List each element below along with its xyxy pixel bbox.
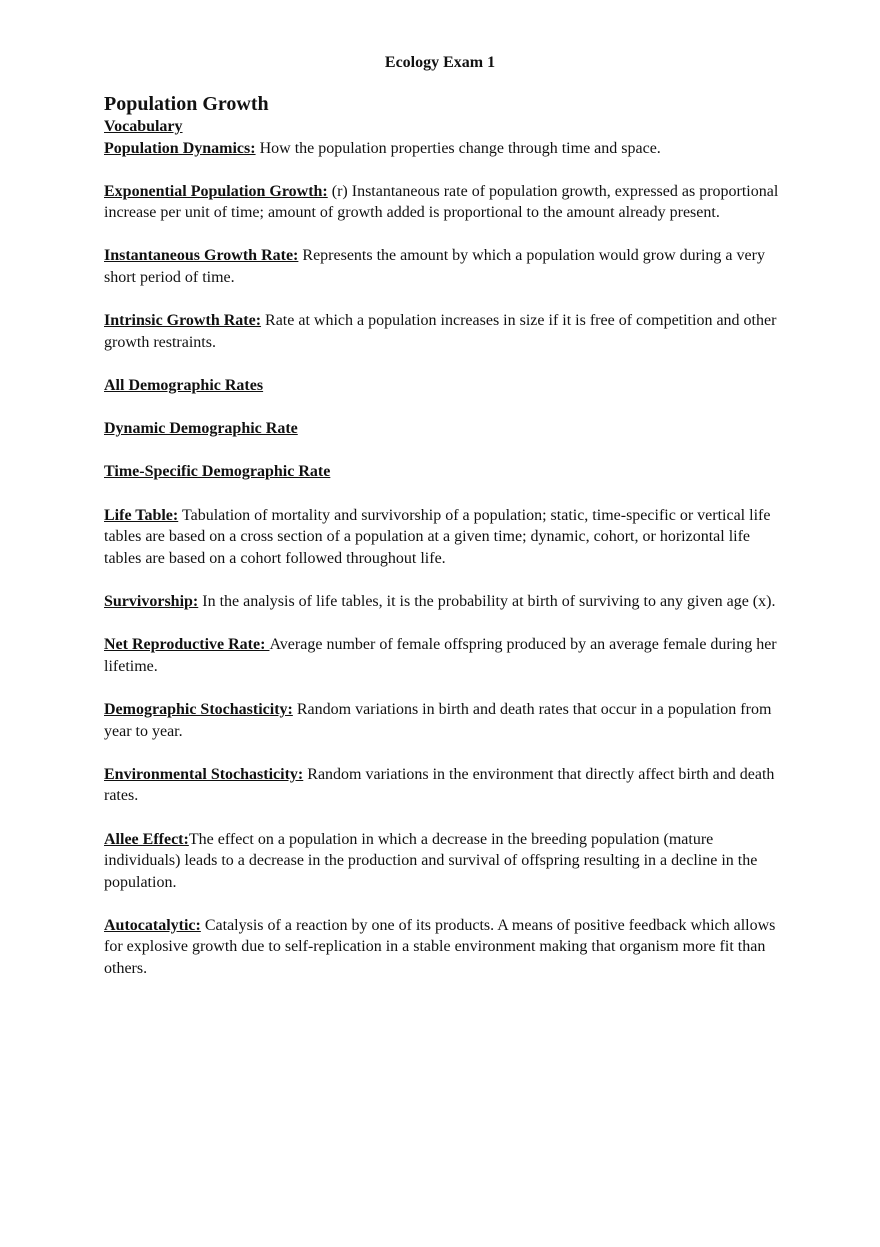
vocab-definition: How the population properties change through time and space. [255,139,661,157]
vocab-entry-intrinsic-growth-rate [104,310,784,353]
vocab-entry-autocatalytic [104,915,784,980]
vocab-term: Dynamic Demographic Rate [104,420,298,438]
subsection-title: Vocabulary [104,118,183,135]
vocab-term: Intrinsic Growth Rate: [104,312,262,330]
vocab-term: All Demographic Rates [104,377,264,395]
vocab-definition: In the analysis of life tables, it is the probability at birth of surviving to any given age (x). [198,592,776,610]
vocab-entry-allee-effect [104,829,784,894]
document-page [104,52,784,1001]
vocab-definition: Tabulation of mortality and survivorship of a population; static, time-specific or vertical life tables are based on a cross section of a population at a given time; dynamic, cohort, or horizontal life tables are based on a cohort followed throughout life. [104,506,771,567]
vocab-definition: Random variations in the environment that directly affect birth and death rates. [104,765,775,805]
vocab-term: Autocatalytic: [104,916,201,934]
vocab-entry-instantaneous-growth-rate [104,245,784,288]
vocab-definition: Rate at which a population increases in size if it is free of competition and other growth restraints. [104,312,777,351]
vocab-entry-demographic-stochasticity [104,699,784,742]
document-title: Ecology Exam 1 [384,54,496,71]
vocab-definition: Average number of female offspring produced by an average female during her lifetime. [104,636,777,675]
vocab-definition: (r) Instantaneous rate of population growth, expressed as proportional increase per unit of time; amount of growth added is proportional to the amount already present. [104,182,779,222]
vocab-term: Survivorship: [104,592,199,610]
vocab-entry-dynamic-demographic-rate [104,418,784,440]
vocab-term: Population Dynamics: [104,139,256,157]
vocab-entry-life-table [104,505,784,570]
vocab-entry-environmental-stochasticity [104,764,784,807]
vocab-entry-exponential-growth [104,181,784,224]
vocab-entry-population-dynamics [104,138,784,160]
vocab-definition: The effect on a population in which a decrease in the breeding population (mature individuals) leads to a decrease in the production and survival of offspring resulting in a decline in the population. [104,830,758,891]
vocab-definition: Represents the amount by which a population would grow during a very short period of time. [104,247,765,287]
vocab-term: Exponential Population Growth: [104,182,328,200]
vocab-entry-all-demographic-rates [104,375,784,397]
vocab-term: Time-Specific Demographic Rate [104,463,331,481]
vocab-term: Environmental Stochasticity: [104,765,304,783]
vocab-entry-time-specific-demographic-rate [104,461,784,483]
vocab-term: Instantaneous Growth Rate: [104,247,299,265]
vocab-term: Demographic Stochasticity: [104,700,293,718]
vocab-term: Allee Effect: [104,830,189,848]
vocab-term: Life Table: [104,506,179,524]
vocab-definition: Random variations in birth and death rates that occur in a population from year to year. [104,700,772,740]
section-title: Population Growth [104,93,269,115]
vocab-entry-net-reproductive-rate [104,634,784,677]
vocab-term: Net Reproductive Rate: [104,636,270,654]
vocab-entry-survivorship [104,591,784,613]
vocab-definition: Catalysis of a reaction by one of its products. A means of positive feedback which allows for explosive growth due to self-replication in a stable environment making that organism more fit than others. [104,916,776,978]
